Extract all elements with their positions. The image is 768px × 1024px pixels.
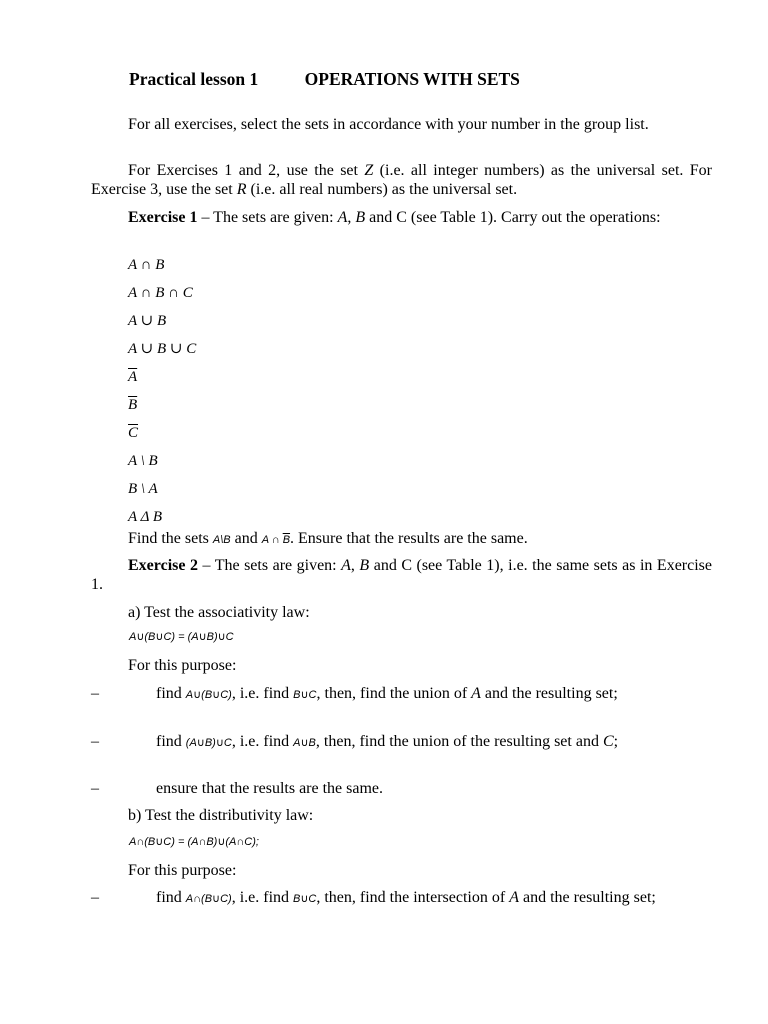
find-text-a: Find the sets [128,530,213,547]
list-item [91,732,712,753]
set-c: C [602,733,614,750]
formula: B∪C [293,893,317,905]
page-title [129,70,520,89]
intro-text-1: For all exercises, select the sets in accordance with your number in the group list. [128,116,649,133]
set-a: A [471,685,481,702]
bullet-text: ensure that the results are the same. [156,780,384,797]
find-sets-line [128,529,528,550]
intro-paragraph-2 [91,161,712,199]
associativity-formula: A∪(B∪C) = (A∪B)∪C [129,631,234,643]
text: and the resulting set; [518,889,656,906]
text: , then, find the union of the resulting set and [315,733,603,750]
set-z: Z [364,162,374,179]
text: , i.e. find [231,733,294,750]
lesson-topic: OPERATIONS WITH SETS [304,69,520,89]
operation-item: B \ A [128,481,158,497]
text: , i.e. find [231,889,294,906]
bullet-dash: – [91,889,99,906]
bullet-text [156,684,712,705]
exercise-1-label: Exercise 1 [128,209,198,226]
text: , then, find the intersection of [316,889,510,906]
exercise-1-text-b: and C (see Table 1). Carry out the operations: [365,209,661,226]
operation-item: A \ B [128,453,158,469]
operation-item [128,396,137,415]
formula: A∩(B∪C) [185,893,232,905]
operation-item: A ∪ B ∪ C [128,341,197,357]
text: ; [613,733,619,750]
text: , then, find the union of [316,685,472,702]
operation-item [128,368,137,387]
operation-item: A ∩ B [128,257,165,273]
exercise-2-paragraph [91,556,712,594]
set-a: A [341,557,351,574]
operation-item: A ∩ B ∩ C [128,285,193,301]
bullet-dash: – [91,685,99,702]
set-b: B [359,557,370,574]
exercise-1-paragraph [91,208,712,227]
formula: A∪B [293,737,316,749]
text: , i.e. find [231,685,294,702]
exercise-2-label: Exercise 2 [128,557,198,574]
formula: A∪(B∪C) [185,689,232,701]
set-a: A [337,209,348,226]
complement-a: $\overline{A}$ [128,369,138,385]
find-text-and: and [230,530,262,547]
bullet-text [156,888,712,909]
purpose-label-1: For this purpose: [128,657,237,674]
formula-b-complement: $\overline{B}$ [282,534,291,546]
exercise-2-text-a: – The sets are given: [197,557,342,574]
comma: , [350,557,360,574]
intro-text-2c: (i.e. all real numbers) as the universal set. [246,181,518,198]
purpose-label-2: For this purpose: [128,862,237,879]
formula: (A∪B)∪C [185,737,232,749]
bullet-dash: – [91,780,99,797]
operation-item: A ∪ B [128,313,167,329]
set-r: R [236,181,247,198]
complement-c: $\overline{C}$ [128,425,139,441]
list-item [91,779,712,798]
bullet-dash: – [91,733,99,750]
formula-a-intersect: A ∩ [261,534,283,546]
text: find [156,889,186,906]
operation-item: A Δ B [128,509,163,525]
text: and the resulting set; [480,685,618,702]
lesson-label: Practical lesson 1 [129,69,259,89]
intro-text-2b: (i.e. all integer numbers) as the universal set. For Exercise 3, use the set [91,162,712,198]
distributivity-label: b) Test the distributivity law: [128,807,314,824]
formula: B∪C [293,689,317,701]
bullet-text [156,732,712,753]
associativity-label: a) Test the associativity law: [128,604,310,621]
exercise-2-text-b: and C (see Table 1), i.e. the same sets as in Exercise 1. [91,557,712,593]
set-b: B [355,209,366,226]
complement-b: $\overline{B}$ [128,397,138,413]
list-item [91,684,712,705]
text: find [156,733,186,750]
list-item [91,888,712,909]
formula-a-minus-b: A\B [212,534,231,546]
intro-text-2a: For Exercises 1 and 2, use the set [128,162,365,179]
text: find [156,685,186,702]
exercise-1-text-a: – The sets are given: [197,209,338,226]
set-a: A [509,889,519,906]
comma: , [347,209,356,226]
operation-item [128,424,138,443]
intro-paragraph-1 [91,115,712,134]
distributivity-formula: A∩(B∪C) = (A∩B)∪(A∩C); [129,836,259,848]
find-text-b: . Ensure that the results are the same. [290,530,528,547]
